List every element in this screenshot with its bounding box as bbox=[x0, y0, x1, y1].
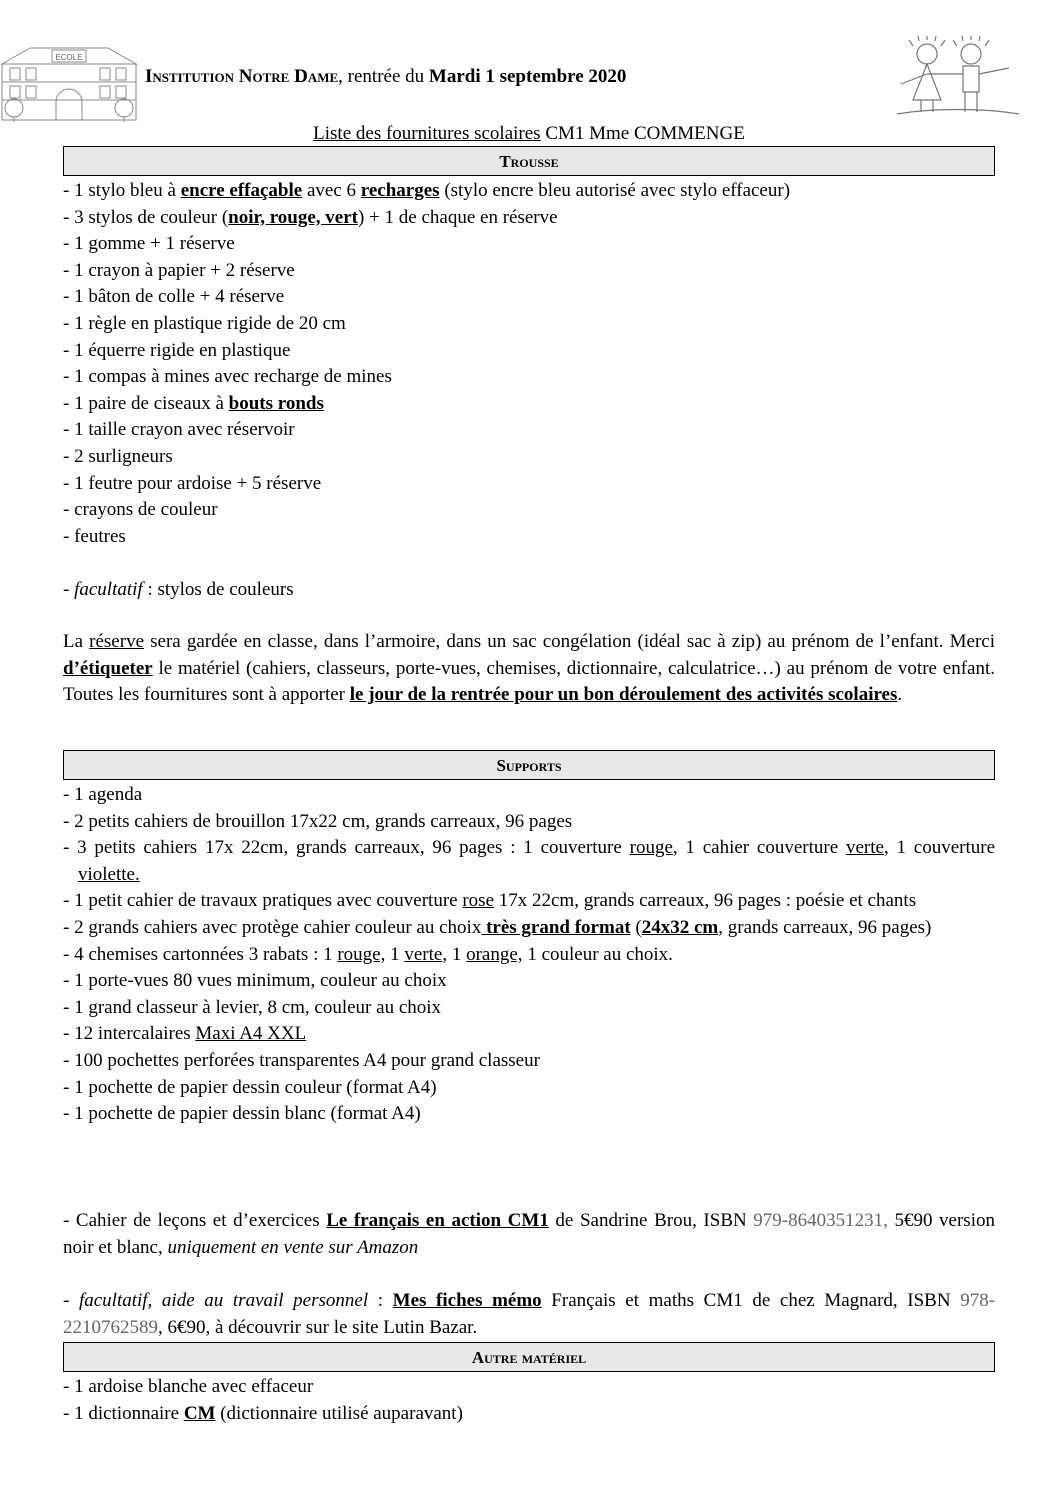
supports-list bbox=[63, 782, 995, 1128]
section-heading-supports: Supports bbox=[63, 750, 995, 780]
logo-sign-text: ECOLE bbox=[55, 53, 83, 62]
list-item: - feutres bbox=[63, 525, 126, 547]
document-header bbox=[145, 66, 626, 88]
reserve-note-paragraph: La réserve sera gardée en classe, dans l’armoire, dans un sac congélation (idéal sac à zip) au prénom de l’enfant. Merci d’étiqueter le matériel (cahiers, classeurs, porte-vues, chemises, dictionnaire, calculatrice…) au prénom de votre enfant. Toutes les fournitures sont à apporter le jour de la rentrée pour un bon déroulement des activités scolaires. bbox=[63, 631, 995, 706]
list-item: - 1 équerre rigide en plastique bbox=[63, 339, 291, 361]
list-item: - 1 stylo bleu à encre effaçable avec 6 recharges (stylo encre bleu autorisé avec stylo effaceur) bbox=[63, 180, 791, 201]
trousse-list bbox=[63, 178, 995, 604]
list-item: - 1 gomme + 1 réserve bbox=[63, 233, 235, 255]
list-item: - 3 petits cahiers 17x 22cm, grands carreaux, 96 pages : 1 couverture rouge, 1 cahier couverture verte, 1 couverture violette. bbox=[63, 837, 996, 885]
list-item: - 1 feutre pour ardoise + 5 réserve bbox=[63, 472, 322, 494]
list-item: - 3 stylos de couleur (noir, rouge, vert) + 1 de chaque en réserve bbox=[63, 206, 558, 228]
list-item: - 1 règle en plastique rigide de 20 cm bbox=[63, 312, 346, 334]
list-item: - 2 petits cahiers de brouillon 17x22 cm, grands carreaux, 96 pages bbox=[63, 810, 573, 832]
title-class-teacher: CM1 Mme COMMENGE bbox=[540, 123, 745, 144]
school-building-logo bbox=[0, 42, 138, 124]
section-heading-trousse: Trousse bbox=[63, 146, 995, 176]
list-item: - 2 surligneurs bbox=[63, 445, 173, 467]
list-item: - 12 intercalaires Maxi A4 XXL bbox=[63, 1023, 307, 1045]
autre-materiel-list bbox=[63, 1374, 995, 1427]
kids-drawing-logo bbox=[893, 36, 1021, 118]
list-item: - 1 porte-vues 80 vues minimum, couleur au choix bbox=[63, 970, 447, 992]
list-item: - 1 bâton de colle + 4 réserve bbox=[63, 286, 285, 308]
list-item: - 2 grands cahiers avec protège cahier couleur au choix très grand format (24x32 cm, grands carreaux, 96 pages) bbox=[63, 916, 932, 938]
title-list-label: Liste des fournitures scolaires bbox=[313, 123, 541, 144]
rentree-date: Mardi 1 septembre 2020 bbox=[428, 66, 627, 87]
optional-item: - facultatif : stylos de couleurs bbox=[63, 578, 294, 600]
list-item: - crayons de couleur bbox=[63, 499, 218, 521]
list-item: - 1 ardoise blanche avec effaceur bbox=[63, 1376, 314, 1397]
list-item: - 1 dictionnaire CM (dictionnaire utilisé auparavant) bbox=[63, 1402, 463, 1424]
institution-name: Institution Notre Dame bbox=[145, 66, 339, 87]
list-item: - 1 paire de ciseaux à bouts ronds bbox=[63, 392, 324, 414]
list-item: - 4 chemises cartonnées 3 rabats : 1 rouge, 1 verte, 1 orange, 1 couleur au choix. bbox=[63, 943, 673, 965]
book-paragraph: - Cahier de leçons et d’exercices Le français en action CM1 de Sandrine Brou, ISBN 979-8640351231, 5€90 version noir et blanc, uniquement en vente sur Amazon bbox=[63, 1210, 995, 1258]
page-title bbox=[0, 123, 1058, 145]
memo-paragraph: - facultatif, aide au travail personnel : Mes fiches mémo Français et maths CM1 de chez Magnard, ISBN 978-2210762589, 6€90, à découvrir sur le site Lutin Bazar. bbox=[63, 1290, 996, 1338]
list-item: - 1 pochette de papier dessin blanc (format A4) bbox=[63, 1103, 421, 1125]
list-item: - 1 pochette de papier dessin couleur (format A4) bbox=[63, 1076, 437, 1098]
list-item: - 1 taille crayon avec réservoir bbox=[63, 419, 295, 441]
section-heading-autre-materiel: Autre matériel bbox=[63, 1342, 995, 1372]
rentree-prefix: , rentrée du bbox=[338, 66, 429, 87]
list-item: - 100 pochettes perforées transparentes A4 pour grand classeur bbox=[63, 1049, 540, 1071]
list-item: - 1 petit cahier de travaux pratiques avec couverture rose 17x 22cm, grands carreaux, 96 pages : poésie et chants bbox=[63, 890, 917, 912]
list-item: - 1 compas à mines avec recharge de mines bbox=[63, 366, 392, 388]
list-item: - 1 grand classeur à levier, 8 cm, couleur au choix bbox=[63, 996, 442, 1018]
list-item: - 1 agenda bbox=[63, 784, 143, 805]
list-item: - 1 crayon à papier + 2 réserve bbox=[63, 259, 295, 281]
